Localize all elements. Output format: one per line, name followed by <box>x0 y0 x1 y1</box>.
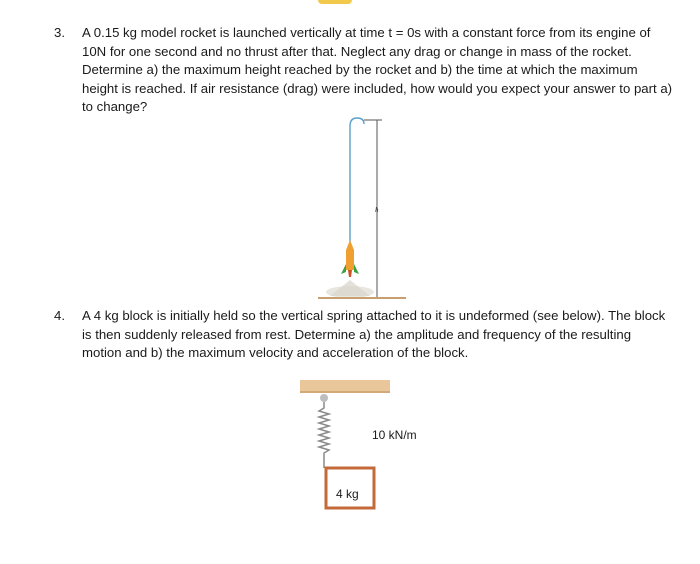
spring-mount <box>320 394 328 402</box>
rocket-figure <box>310 112 410 308</box>
spring-coil <box>319 402 329 468</box>
problem-3 <box>54 24 674 117</box>
top-decoration <box>318 0 352 4</box>
spring-constant-label: 10 kN/m <box>372 428 417 442</box>
problem-text: A 0.15 kg model rocket is launched vertically at time t = 0s with a constant force from its engine of 10N for one second and no thrust after that. Neglect any drag or change in mass of the rocket. Determine a) the maximum height reached by the rocket and b) the time at which the maximum height is reached. If air resistance (drag) were included, how would you expect your answer to part a) to change? <box>82 25 673 115</box>
problem-4 <box>54 307 674 363</box>
spring-figure <box>300 376 450 516</box>
trajectory-path <box>350 118 364 262</box>
problem-number: 3. <box>54 25 65 40</box>
height-label: h <box>375 206 379 214</box>
rocket-diagram <box>310 112 410 308</box>
problem-number: 4. <box>54 308 65 323</box>
rocket-icon <box>341 240 359 277</box>
mass-label: 4 kg <box>336 487 359 501</box>
spring-mass-diagram <box>300 376 450 516</box>
problem-text: A 4 kg block is initially held so the vertical spring attached to it is undeformed (see below). The block is then suddenly released from rest. Determine a) the amplitude and frequency of the resulting motion and b) the maximum velocity and acceleration of the block. <box>82 308 666 361</box>
ceiling-support <box>300 380 390 392</box>
